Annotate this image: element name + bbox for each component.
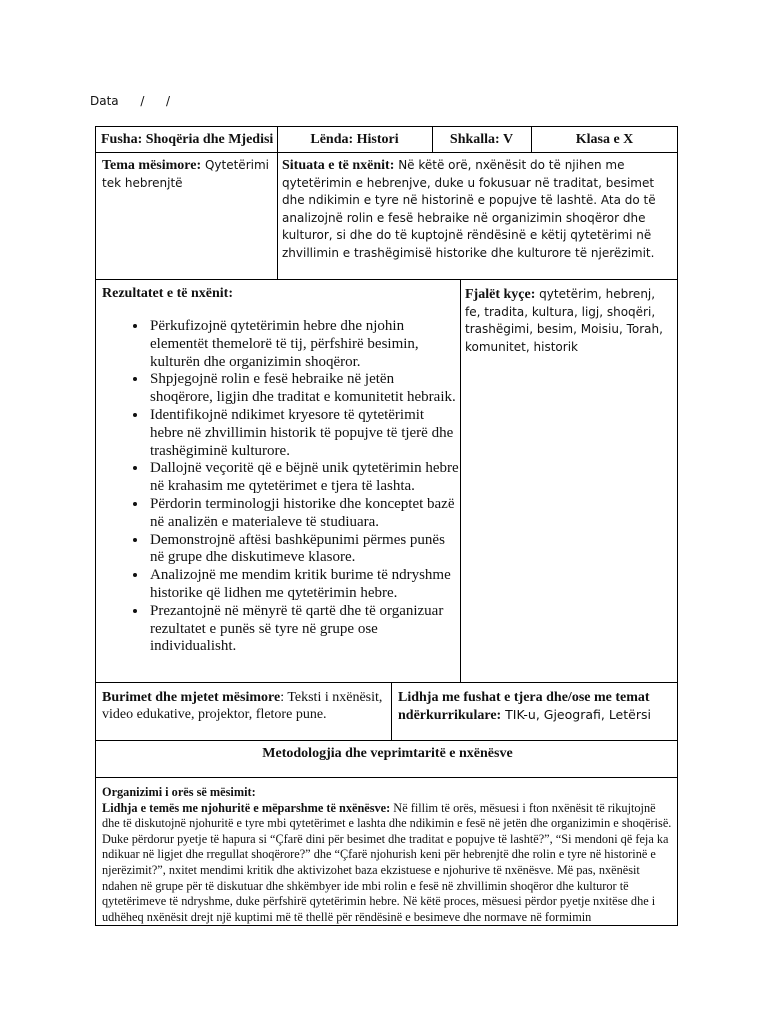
rezultat-item: • Prezantojnë në mënyrë të qartë dhe të organizuar rezultatet e punës së tyre në grupe ose individualisht. [148,603,460,656]
rezultat-item: • Përkufizojnë qytetërimin hebre dhe njohin elementët themelorë të tij, përfshirë besimin, kulturën dhe organizimin shoqëror. [148,318,460,371]
tema-label: Tema mësimore: [102,158,202,173]
date-label: Data [90,94,119,108]
fjalet-cell [461,280,678,682]
fusha-text: Fusha: Shoqëria dhe Mjedisi [101,132,274,147]
shkalla-text: Shkalla: V [449,132,514,147]
metodologjia-cell [96,741,678,777]
organizimi-body: Në fillim të orës, mësuesi i fton nxënësit të rikujtojnë dhe të diskutojnë njohuritë e tyre mbi qytetërimet e lashta dhe ndikimin e fesë në jetën dhe organizimin e shoqërisë. Duke përdorur pyetje të hapura si “Çfarë dini për besimet dhe traditat e popujve të lashtë?”, “Si mendoni që feja ka ndikuar në ligjet dhe rregullat shoqërore?” dhe “Çfarë njohurish keni për hebrenjtë dhe rolin e tyre në historinë e njerëzimit?”, nxitet mendimi kritik dhe aktivizohet baza ekzistuese e njohurive të nxënësve. Më pas, nxënësit ndahen në grupe për të diskutuar dhe shkëmbyer ide mbi rolin e fesë në zhvillimin shoqëror dhe kulturor të qytetërimeve të ndryshme, duke përfshirë qytetërimin hebre. Në këtë proces, mësuesi përdor pyetje nxitëse dhe i udhëheq nxënësit drejt një kuptimi më të thellë për rëndësinë e besimeve dhe normave në formimin [102,800,672,924]
organizimi-cell [96,778,678,926]
lidhja-cell [392,683,678,740]
date-separator: / [140,94,145,108]
rezultat-item: • Shpjegojnë rolin e fesë hebraike në jetën shoqërore, ligjin dhe traditat e komunitetit hebraik. [148,371,460,407]
rezultatet-list [102,318,460,656]
lidhja-temes-label: Lidhja e temës me njohuritë e mëparshme të nxënësve: [102,800,391,815]
situata-cell [278,153,678,279]
fjalet-label: Fjalët kyçe: [465,287,536,302]
date-line [90,94,170,108]
rezultat-item: • Demonstrojnë aftësi bashkëpunimi përmes punës në grupe dhe diskutimeve klasore. [148,532,460,568]
lenda-text: Lënda: Histori [310,132,399,147]
rezultatet-label: Rezultatet e të nxënit: [102,286,234,301]
rezultatet-cell [96,280,460,682]
klasa-text: Klasa e X [575,132,634,147]
tema-cell [96,153,277,279]
rezultat-item: • Dallojnë veçoritë që e bëjnë unik qytetërimin hebre në krahasim me qytetërimet e tjera të lashta. [148,460,460,496]
lidhja-label: Lidhja me fushat e tjera dhe/ose me temat ndërkurrikulare: [398,690,650,723]
rezultat-item: • Përdorin terminologji historike dhe konceptet bazë në analizën e materialeve të studiuara. [148,496,460,532]
fusha-cell [96,127,277,152]
organizimi-label: Organizimi i orës së mësimit: [102,785,256,799]
metodologjia-heading: Metodologjia dhe veprimtaritë e nxënësve [262,746,513,761]
fjalet-value: qytetërim, hebrenj, fe, tradita, kultura, ligj, shoqëri, trashëgimi, besim, Moisiu, Torah, komunitet, historik [465,287,663,354]
rezultat-item: • Identifikojnë ndikimet kryesore të qytetërimit hebre në zhvillimin historik të popujve të tjerë dhe trashëgiminë kulturore. [148,407,460,460]
shkalla-cell [432,127,531,152]
situata-label: Situata e të nxënit: [282,158,395,173]
burimet-cell [96,683,391,740]
tema-value: Qytetërimi tek hebrenjtë [102,158,269,190]
organizimi-text [102,801,673,926]
burimet-value: : Teksti i nxënësit, video edukative, projektor, fletore pune. [102,690,383,722]
lenda-cell [277,127,432,152]
lesson-plan-table [95,126,678,926]
date-separator: / [166,94,171,108]
situata-value: Në këtë orë, nxënësit do të njihen me qytetërimin e hebrenjve, duke u fokusuar në traditat, besimet dhe ndikimin e tyre në historinë e popujve të lashtë. Ata do të analizojnë rolin e fesë hebraike në organizimin shoqëror dhe kulturor, si dhe do të kuptojnë rëndësinë e këtij qytetërimi në zhvillimin e trashëgimisë historike dhe kulturore të njerëzimit. [282,158,656,260]
burimet-label: Burimet dhe mjetet mësimore [102,690,281,705]
klasa-cell [531,127,678,152]
rezultat-item: • Analizojnë me mendim kritik burime të ndryshme historike që lidhen me qytetërimin hebre. [148,567,460,603]
lidhja-value: TIK-u, Gjeografi, Letërsi [501,707,651,722]
